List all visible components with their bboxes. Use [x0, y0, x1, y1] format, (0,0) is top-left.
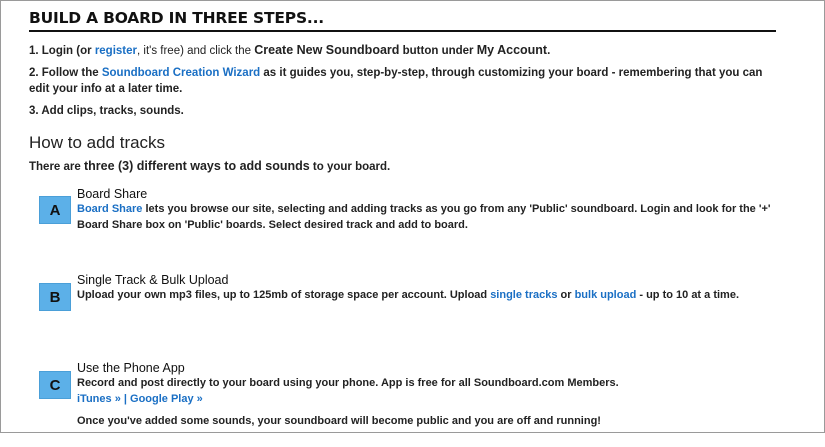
- app-links: [77, 391, 776, 407]
- board-share-link[interactable]: Board Share: [77, 203, 143, 215]
- method-b: [29, 273, 776, 361]
- content: [29, 1, 776, 447]
- how-to-intro: [29, 159, 776, 173]
- step-2-text-2: as it guides you, step-by-step, through customizing your board - remembering that you can edit your info at a later time.: [29, 67, 763, 95]
- app-link-separator: |: [120, 393, 131, 405]
- register-link[interactable]: register: [94, 45, 137, 57]
- create-soundboard-label: Create New Soundboard: [254, 43, 400, 57]
- intro-text-2: to your board.: [309, 161, 391, 173]
- bulk-upload-link[interactable]: bulk upload: [574, 289, 637, 301]
- how-to-title: How to add tracks: [29, 133, 166, 152]
- page-heading: BUILD A BOARD IN THREE STEPS...: [29, 1, 776, 32]
- method-a-body: [77, 187, 776, 233]
- step-2-text: 2. Follow the: [29, 67, 102, 79]
- method-b-badge: B: [39, 283, 71, 311]
- method-a-title: Board Share: [77, 187, 148, 201]
- method-a-desc-text: lets you browse our site, selecting and adding tracks as you go from any 'Public' soundboard. Login and look for the '+' Board Share box on 'Public' boards. Select desired track and add to board.: [77, 203, 771, 231]
- step-1-text-3: button under: [399, 45, 477, 57]
- method-b-text: Upload your own mp3 files, up to 125mb of storage space per account. Upload: [77, 289, 491, 301]
- method-c-badge: C: [39, 371, 71, 399]
- step-1: [29, 42, 776, 59]
- step-1-text-4: .: [547, 45, 551, 57]
- method-c: [29, 361, 776, 447]
- method-a-badge: A: [39, 196, 71, 224]
- step-1-text-2: , it's free) and click the: [137, 45, 255, 57]
- method-b-text-2: or: [557, 289, 575, 301]
- method-c-body: [77, 361, 776, 427]
- step-3: 3. Add clips, tracks, sounds.: [29, 105, 184, 117]
- method-b-body: [77, 273, 776, 303]
- creation-wizard-link[interactable]: Soundboard Creation Wizard: [101, 67, 261, 79]
- method-c-title: Use the Phone App: [77, 361, 185, 375]
- method-a-desc: [77, 201, 776, 233]
- step-2: [29, 65, 776, 97]
- method-b-desc: [77, 287, 776, 303]
- step-1-text: 1. Login (or: [29, 45, 95, 57]
- itunes-link[interactable]: iTunes »: [77, 393, 121, 405]
- method-b-text-3: - up to 10 at a time.: [636, 289, 739, 301]
- outro-text: Once you've added some sounds, your soundboard will become public and you are off and running!: [77, 415, 601, 427]
- method-a: [29, 187, 776, 273]
- google-play-link[interactable]: Google Play »: [130, 393, 203, 405]
- intro-emphasis: three (3) different ways to add sounds: [83, 159, 310, 173]
- method-c-desc: Record and post directly to your board using your phone. App is free for all Soundboard.com Members.: [77, 377, 619, 389]
- intro-text: There are: [29, 161, 84, 173]
- my-account-label: My Account: [476, 43, 548, 57]
- steps-list: [29, 42, 776, 119]
- method-b-title: Single Track & Bulk Upload: [77, 273, 229, 287]
- single-tracks-link[interactable]: single tracks: [490, 289, 558, 301]
